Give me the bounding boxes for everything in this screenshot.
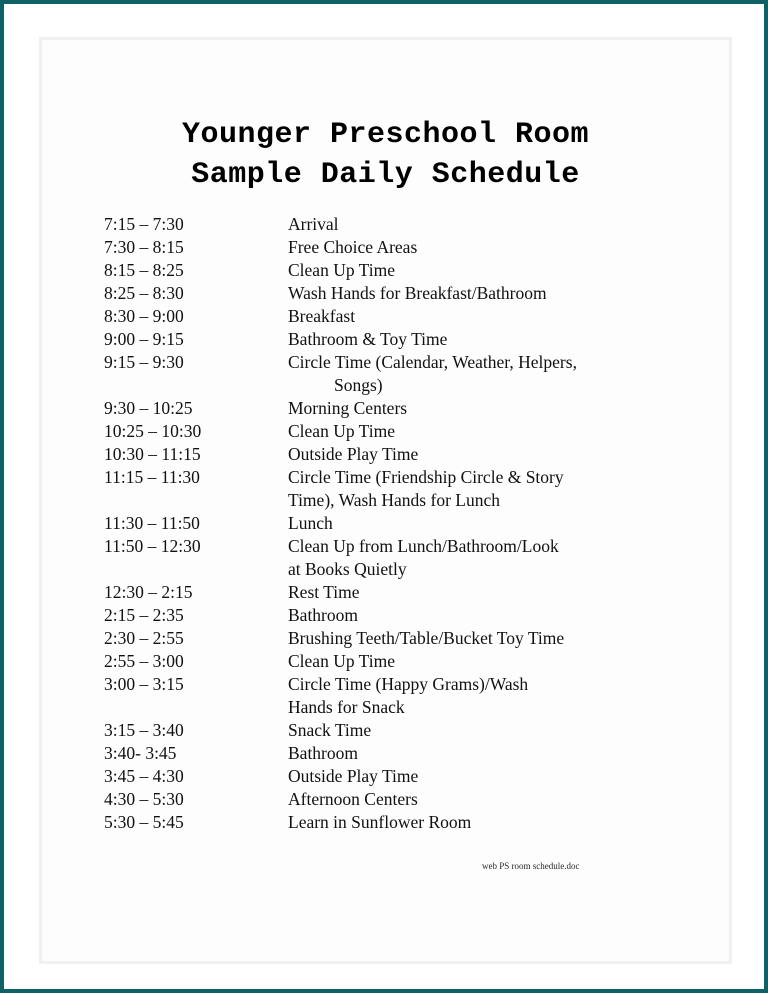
schedule-row — [104, 788, 704, 811]
schedule-row — [104, 236, 704, 259]
schedule-row — [104, 627, 704, 650]
schedule-time: 12:30 – 2:15 — [104, 582, 193, 602]
schedule-time: 3:00 – 3:15 — [104, 674, 184, 694]
schedule-row — [104, 581, 704, 604]
schedule-row — [104, 305, 704, 328]
schedule-time: 3:40- 3:45 — [104, 743, 177, 763]
schedule-activity-line: Clean Up Time — [288, 421, 395, 441]
schedule-activity-line: Circle Time (Friendship Circle & Story — [288, 467, 564, 487]
schedule-activity — [288, 397, 704, 420]
schedule-activity-line: Arrival — [288, 214, 339, 234]
schedule-row — [104, 604, 704, 627]
schedule-row — [104, 282, 704, 305]
schedule-time: 9:00 – 9:15 — [104, 329, 184, 349]
schedule-activity — [288, 259, 704, 282]
schedule-row — [104, 512, 704, 535]
schedule-activity-line: Outside Play Time — [288, 444, 419, 464]
schedule-activity — [288, 535, 704, 581]
schedule-activity-continuation: Time), Wash Hands for Lunch — [288, 490, 500, 510]
schedule-time: 2:55 – 3:00 — [104, 651, 184, 671]
schedule-activity — [288, 213, 704, 236]
schedule-activity-line: Lunch — [288, 513, 333, 533]
schedule-activity — [288, 328, 704, 351]
schedule-activity-line: Rest Time — [288, 582, 360, 602]
schedule-activity-line: Learn in Sunflower Room — [288, 812, 472, 832]
schedule-activity-line: Clean Up from Lunch/Bathroom/Look — [288, 536, 559, 556]
title-line-2: Sample Daily Schedule — [191, 158, 580, 192]
schedule-activity — [288, 420, 704, 443]
schedule-activity-line: Bathroom & Toy Time — [288, 329, 448, 349]
schedule-row — [104, 213, 704, 236]
schedule-activity-line: Brushing Teeth/Table/Bucket Toy Time — [288, 628, 565, 648]
schedule-activity — [288, 282, 704, 305]
schedule-time: 9:15 – 9:30 — [104, 352, 184, 372]
schedule-row — [104, 650, 704, 673]
schedule-activity-line: Snack Time — [288, 720, 372, 740]
schedule-row — [104, 811, 704, 834]
schedule-row — [104, 673, 704, 719]
schedule-activity-line: Bathroom — [288, 605, 358, 625]
schedule-activity-line: Morning Centers — [288, 398, 408, 418]
schedule-time: 3:45 – 4:30 — [104, 766, 184, 786]
schedule-activity — [288, 765, 704, 788]
schedule-activity — [288, 719, 704, 742]
schedule-list — [104, 213, 704, 834]
schedule-activity — [288, 604, 704, 627]
schedule-row — [104, 420, 704, 443]
schedule-time: 8:25 – 8:30 — [104, 283, 184, 303]
schedule-time: 8:30 – 9:00 — [104, 306, 184, 326]
schedule-row — [104, 443, 704, 466]
schedule-activity-line: Free Choice Areas — [288, 237, 418, 257]
schedule-activity — [288, 351, 704, 397]
schedule-activity-continuation: Hands for Snack — [288, 697, 405, 717]
schedule-row — [104, 397, 704, 420]
schedule-activity — [288, 627, 704, 650]
schedule-activity — [288, 512, 704, 535]
page-title — [42, 115, 729, 195]
schedule-activity-continuation: Songs) — [334, 375, 383, 395]
schedule-activity — [288, 673, 704, 719]
schedule-time: 10:30 – 11:15 — [104, 444, 201, 464]
schedule-activity-line: Circle Time (Happy Grams)/Wash — [288, 674, 529, 694]
schedule-activity — [288, 811, 704, 834]
document-canvas — [42, 40, 729, 961]
schedule-activity — [288, 466, 704, 512]
document-footer: web PS room schedule.doc — [482, 861, 580, 871]
schedule-activity-line: Bathroom — [288, 743, 358, 763]
schedule-activity — [288, 650, 704, 673]
schedule-row — [104, 719, 704, 742]
schedule-row — [104, 259, 704, 282]
schedule-activity — [288, 581, 704, 604]
schedule-time: 11:30 – 11:50 — [104, 513, 200, 533]
schedule-activity-line: Afternoon Centers — [288, 789, 418, 809]
schedule-time: 3:15 – 3:40 — [104, 720, 184, 740]
schedule-activity-line: Outside Play Time — [288, 766, 419, 786]
schedule-time: 11:50 – 12:30 — [104, 536, 201, 556]
schedule-activity — [288, 305, 704, 328]
schedule-row — [104, 466, 704, 512]
schedule-row — [104, 742, 704, 765]
schedule-row — [104, 535, 704, 581]
schedule-activity — [288, 788, 704, 811]
schedule-activity — [288, 236, 704, 259]
schedule-row — [104, 765, 704, 788]
schedule-activity-line: Wash Hands for Breakfast/Bathroom — [288, 283, 547, 303]
schedule-activity-line: Breakfast — [288, 306, 356, 326]
schedule-activity-line: Clean Up Time — [288, 651, 395, 671]
schedule-row — [104, 328, 704, 351]
schedule-row — [104, 351, 704, 397]
schedule-time: 7:30 – 8:15 — [104, 237, 184, 257]
schedule-time: 8:15 – 8:25 — [104, 260, 184, 280]
schedule-activity-line: Circle Time (Calendar, Weather, Helpers, — [288, 352, 577, 372]
schedule-activity — [288, 742, 704, 765]
schedule-time: 2:15 – 2:35 — [104, 605, 184, 625]
schedule-activity-line: Clean Up Time — [288, 260, 395, 280]
schedule-activity-continuation: at Books Quietly — [288, 559, 407, 579]
schedule-time: 2:30 – 2:55 — [104, 628, 184, 648]
title-line-1: Younger Preschool Room — [181, 118, 590, 152]
schedule-time: 7:15 – 7:30 — [104, 214, 184, 234]
document-sheet — [39, 37, 732, 964]
schedule-time: 5:30 – 5:45 — [104, 812, 184, 832]
schedule-time: 4:30 – 5:30 — [104, 789, 184, 809]
schedule-time: 9:30 – 10:25 — [104, 398, 193, 418]
schedule-time: 11:15 – 11:30 — [104, 467, 200, 487]
schedule-activity — [288, 443, 704, 466]
schedule-time: 10:25 – 10:30 — [104, 421, 202, 441]
